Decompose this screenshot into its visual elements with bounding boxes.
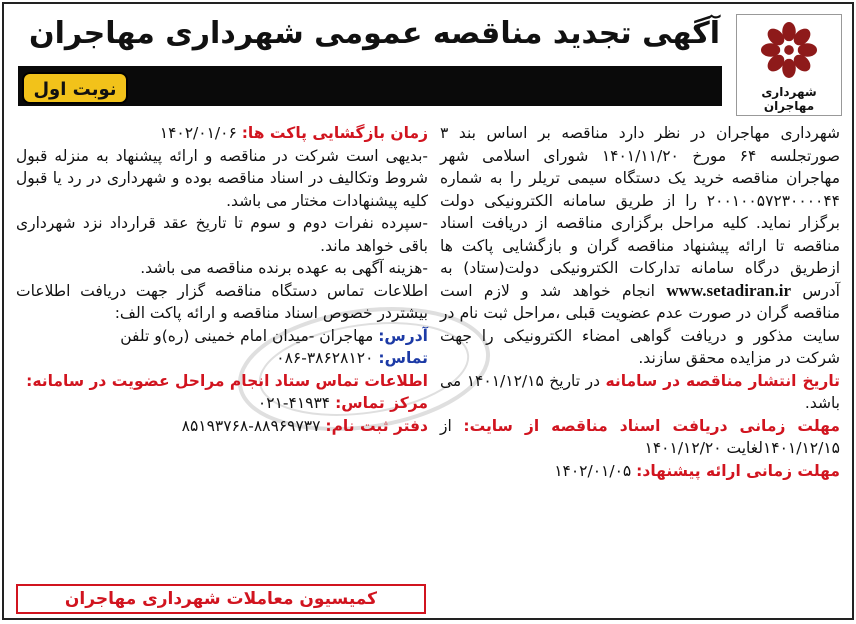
contact-value: ۳۸۶۲۸۱۲۰-۰۸۶ xyxy=(276,349,374,367)
setad-info: اطلاعات تماس ستاد انجام مراحل عضویت در سامانه: xyxy=(26,371,428,390)
contact-label: تماس: xyxy=(378,349,428,367)
center-value: ۴۱۹۳۴-۰۲۱ xyxy=(257,394,331,412)
docs-label: مهلت زمانی دریافت اسناد مناقصه از سایت: xyxy=(463,416,840,435)
address-value: مهاجران -میدان امام خمینی (ره)و تلفن xyxy=(120,326,374,345)
left-column xyxy=(16,122,428,437)
commission-footer: کمیسیون معاملات شهرداری مهاجران xyxy=(16,584,426,614)
logo-caption: شهرداری مهاجران xyxy=(761,85,817,113)
intro-text: شهرداری مهاجران در نظر دارد مناقصه بر اساس بند ۳ صورتجلسه ۶۴ مورخ ۱۴۰۱/۱۱/۲۰ شورای اسلامی شهر مهاجران مناقصه خرید یک دستگاه سیمی تریلر را به شماره ۲۰۰۱۰۰۵۷۲۳۰۰۰۰۴۴ را از طریق سامانه الکترونیکی دولت برگزار نماید. کلیه مراحل برگزاری مناقصه از دریافت اسناد مناقصه تا ارائه پیشنهاد مناقصه گران و بازگشایی پاکت ها ازطریق درگاه سامانه تدارکات الکترونیکی دولت(ستاد) به آدرس xyxy=(440,124,841,300)
note-2: -سپرده نفرات دوم و سوم تا تاریخ عقد قرارداد نزد شهرداری باقی خواهد ماند. xyxy=(16,214,428,255)
registration-office xyxy=(16,415,428,438)
website-link[interactable]: www.setadiran.ir xyxy=(666,280,791,300)
opening-date xyxy=(16,122,428,145)
intro-paragraph xyxy=(440,122,840,370)
submit-value: ۱۴۰۲/۰۱/۰۵ xyxy=(554,461,632,480)
opening-value: ۱۴۰۲/۰۱/۰۶ xyxy=(159,124,237,142)
intro-text-after: انجام خواهد شد و لازم است مناقصه گران در صورت عدم عضویت قبلی ،مراحل ثبت نام در سایت مذکور و دریافت گواهی امضاء الکترونیکی را جهت شرکت در مزایده محقق سازند. xyxy=(440,281,840,367)
call-center xyxy=(16,392,428,415)
publish-value: در تاریخ ۱۴۰۱/۱۲/۱۵ می باشد. xyxy=(440,371,840,412)
flower-emblem-icon xyxy=(760,21,818,79)
tender-notice xyxy=(2,2,854,620)
docs-deadline xyxy=(440,415,840,460)
municipality-logo xyxy=(736,14,842,116)
center-label: مرکز تماس: xyxy=(335,394,428,412)
docs-value: از ۱۴۰۱/۱۲/۱۵لغایت ۱۴۰۱/۱۲/۲۰ xyxy=(440,416,840,457)
round-badge: نوبت اول xyxy=(22,72,128,104)
notice-title: آگهی تجدید مناقصه عمومی شهرداری مهاجران xyxy=(29,16,720,51)
publish-label: تاریخ انتشار مناقصه در سامانه xyxy=(605,371,840,390)
address xyxy=(16,325,428,348)
publish-date xyxy=(440,370,840,415)
note-1: -بدیهی است شرکت در مناقصه و ارائه پیشنهاد به منزله قبول شروط وتکالیف در اسناد مناقصه بوده و شهرداری در رد یا قبول کلیه پیشنهادات مختار می باشد. xyxy=(16,146,428,210)
office-value: ۸۸۹۶۹۷۳۷-۸۵۱۹۳۷۶۸ xyxy=(181,416,321,435)
note-3: -هزینه آگهی به عهده برنده مناقصه می باشد. xyxy=(140,259,428,277)
contact xyxy=(16,347,428,370)
submit-deadline xyxy=(440,460,840,483)
opening-label: زمان بازگشایی پاکت ها: xyxy=(241,124,428,142)
note-4: اطلاعات تماس دستگاه مناقصه گزار جهت دریافت اطلاعات بیشتردر خصوص اسناد مناقصه و ارائه پاکت الف: xyxy=(16,281,428,322)
address-label: آدرس: xyxy=(378,326,428,345)
submit-label: مهلت زمانی ارائه پیشنهاد: xyxy=(636,461,840,480)
right-column xyxy=(440,122,840,482)
office-label: دفتر ثبت نام: xyxy=(325,416,428,435)
